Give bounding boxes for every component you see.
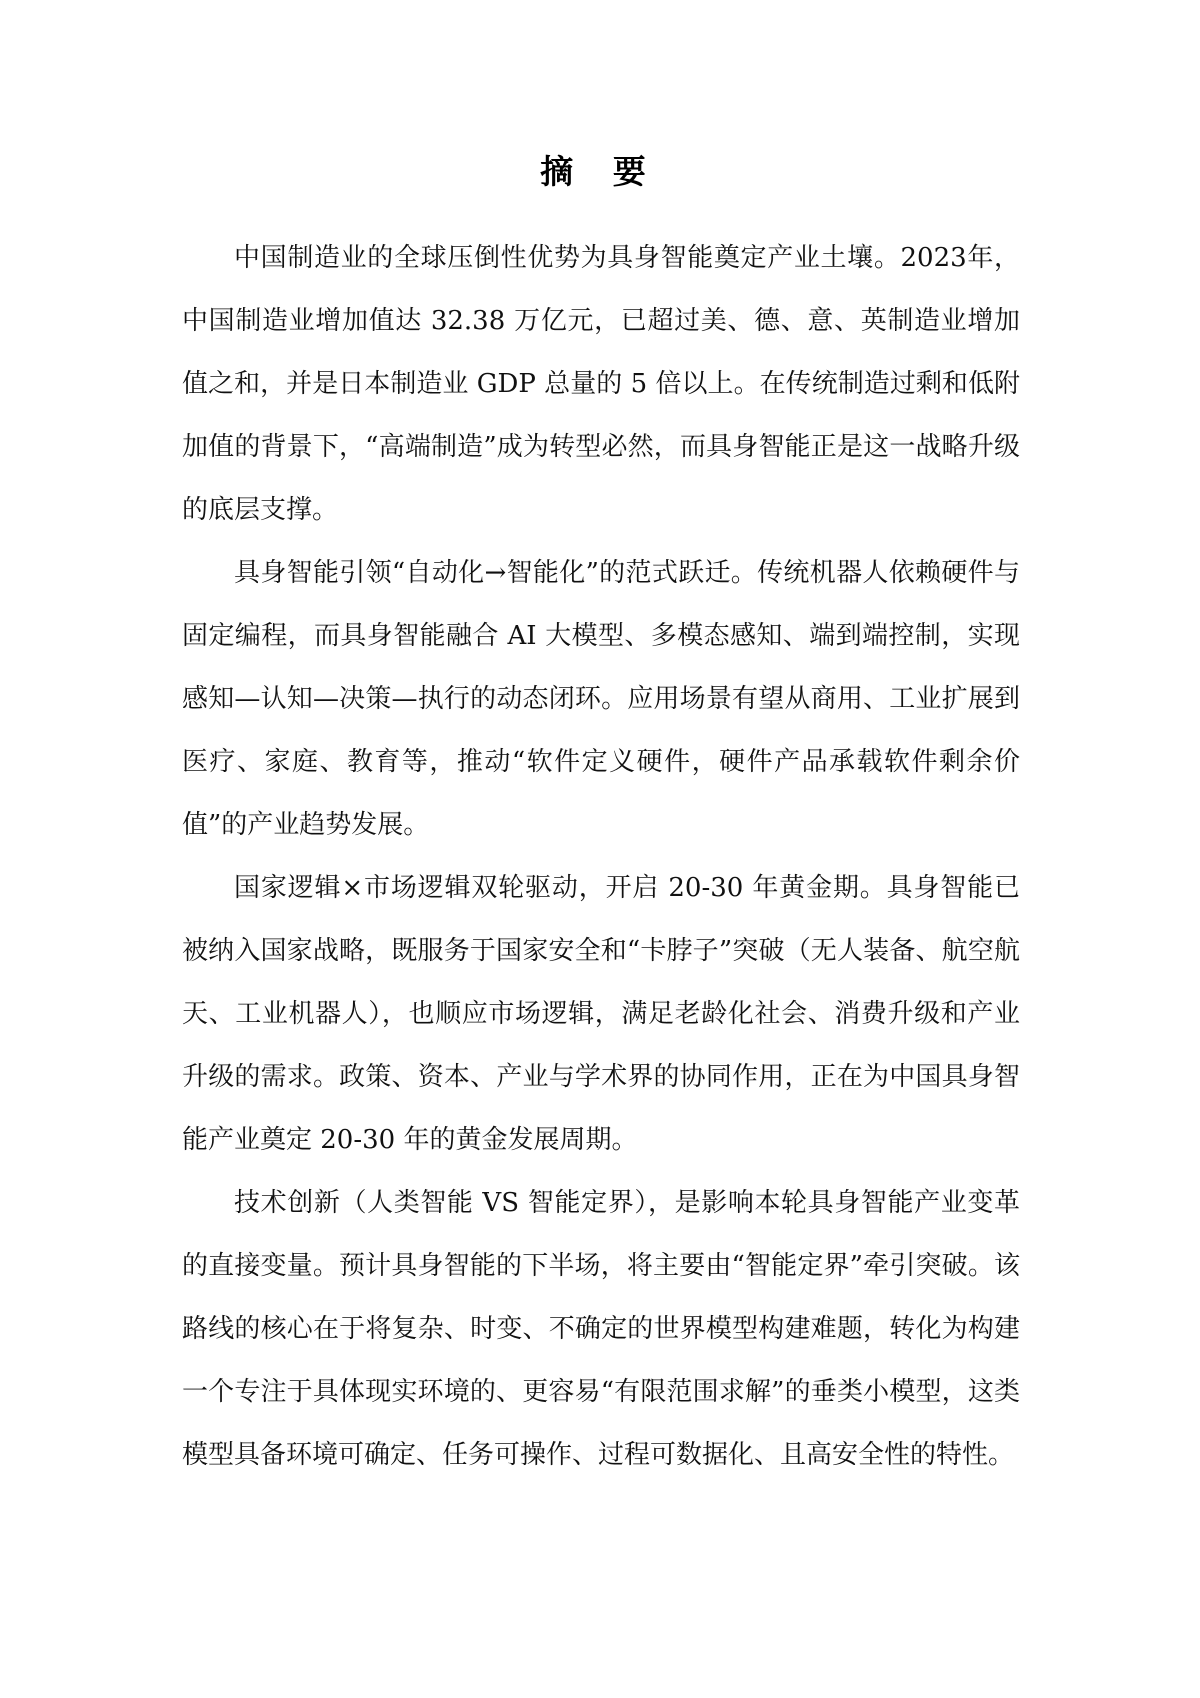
paragraph-3: 国家逻辑×市场逻辑双轮驱动，开启 20-30 年黄金期。具身智能已被纳入国家战略，既服务于国家安全和“卡脖子”突破（无人装备、航空航天、工业机器人），也顺应市场逻辑，满足老龄化社会、消费升级和产业升级的需求。政策、资本、产业与学术界的协同作用，正在为中国具身智能产业奠定 20-30 年的黄金发展周期。 (182, 873, 1020, 1155)
abstract-body (182, 227, 1020, 1487)
paragraph-1: 中国制造业的全球压倒性优势为具身智能奠定产业土壤。2023年，中国制造业增加值达 32.38 万亿元，已超过美、德、意、英制造业增加值之和，并是日本制造业 GDP 总量的 5 倍以上。在传统制造过剩和低附加值的背景下，“高端制造”成为转型必然，而具身智能正是这一战略升级的底层支撑。 (182, 243, 1020, 525)
abstract-title: 摘 要 (540, 152, 660, 191)
paragraph-2: 具身智能引领“自动化→智能化”的范式跃迁。传统机器人依赖硬件与固定编程，而具身智能融合 AI 大模型、多模态感知、端到端控制，实现感知—认知—决策—执行的动态闭环。应用场景有望从商用、工业扩展到医疗、家庭、教育等，推动“软件定义硬件，硬件产品承载软件剩余价值”的产业趋势发展。 (182, 558, 1020, 840)
paragraph-4: 技术创新（人类智能 VS 智能定界），是影响本轮具身智能产业变革的直接变量。预计具身智能的下半场，将主要由“智能定界”牵引突破。该路线的核心在于将复杂、时变、不确定的世界模型构建难题，转化为构建一个专注于具体现实环境的、更容易“有限范围求解”的垂类小模型，这类模型具备环境可确定、任务可操作、过程可数据化、且高安全性的特性。 (182, 1188, 1020, 1470)
